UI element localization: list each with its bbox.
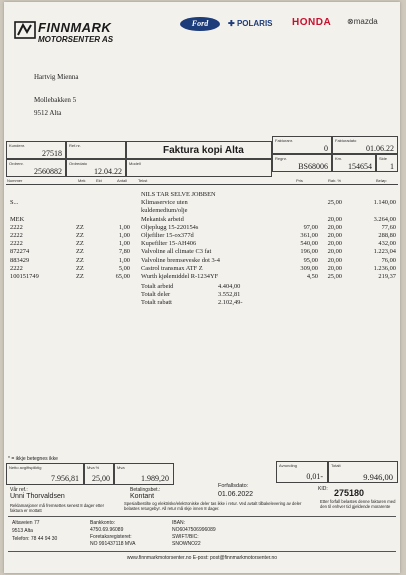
ford-logo: Ford bbox=[180, 17, 220, 31]
table-row bbox=[4, 240, 400, 248]
ref-box: Ref.nr. bbox=[66, 141, 126, 159]
line-antall: 5,00 bbox=[118, 264, 130, 272]
totals-value: 4.404,00 bbox=[218, 283, 241, 290]
bank-value: 4750.69.96089 bbox=[90, 527, 124, 533]
line-pris: 540,00 bbox=[300, 240, 318, 248]
betaling-value: Kontant bbox=[130, 493, 155, 500]
ordredato-value: 12.04.22 bbox=[94, 167, 122, 176]
line-rabatt: 20,00 bbox=[327, 264, 342, 272]
kid-label: KID: bbox=[318, 486, 328, 492]
company-logo bbox=[12, 16, 120, 50]
totals-value: 3.552,81 bbox=[218, 291, 241, 299]
recipient-city: 9512 Alta bbox=[34, 109, 62, 117]
avrunding-value: 0,01- bbox=[306, 472, 323, 481]
line-tekst: Castrol transmax ATF Z bbox=[141, 264, 203, 272]
line-mek: ZZ bbox=[76, 256, 84, 264]
totals-row bbox=[4, 283, 400, 291]
footer-divider bbox=[8, 516, 396, 517]
title-box bbox=[126, 141, 272, 159]
foretak-value: NO 991437118 MVA bbox=[90, 541, 136, 547]
line-rabatt: 20,00 bbox=[327, 232, 342, 239]
invoice-sheet bbox=[4, 2, 400, 573]
km-box: Km. 154654 bbox=[332, 154, 376, 172]
iban-value: NO6047506996089 bbox=[172, 527, 216, 533]
swift-value: SNOWNO22 bbox=[172, 541, 201, 547]
line-nummer: 883429 bbox=[10, 256, 30, 264]
avrunding-box: Avrunding 0,01- bbox=[276, 461, 328, 483]
company-street: Altaveien 77 bbox=[12, 520, 40, 526]
line-nummer: 2222 bbox=[10, 240, 23, 248]
line-belop: 3.264,00 bbox=[373, 215, 396, 223]
line-nummer: 100151749 bbox=[10, 273, 39, 280]
line-rabatt: 25,00 bbox=[327, 199, 342, 207]
line-nummer: MEK bbox=[10, 215, 25, 223]
table-row bbox=[4, 191, 400, 199]
line-rabatt: 20,00 bbox=[327, 215, 342, 223]
line-tekst: Wurth kjølemiddel R-1234YF bbox=[141, 273, 219, 280]
line-nummer: 872274 bbox=[10, 248, 30, 256]
line-mek: ZZ bbox=[76, 248, 84, 256]
line-tekst: NILS TAR SELVE JOBBEN bbox=[141, 191, 216, 198]
mva-pct-box: Mva % 25,00 bbox=[84, 463, 114, 485]
line-tekst: Klimaservice uten bbox=[141, 199, 188, 207]
line-rabatt: 25,00 bbox=[327, 273, 342, 280]
km-value: 154654 bbox=[348, 162, 372, 171]
totals-label: Totalt arbeid bbox=[141, 283, 174, 290]
forfall-label: Forfallsdato: bbox=[218, 483, 249, 489]
line-mek: ZZ bbox=[76, 232, 84, 239]
totals-row bbox=[4, 299, 400, 307]
line-pris: 309,00 bbox=[300, 264, 318, 272]
kundenr-box: Kundenr. 27518 bbox=[6, 141, 66, 159]
line-mek: ZZ bbox=[76, 240, 84, 248]
line-antall: 1,00 bbox=[118, 232, 130, 239]
totals-value: 2.102,49- bbox=[218, 299, 243, 307]
kid-value: 275180 bbox=[334, 488, 365, 498]
totalt-value: 9.946,00 bbox=[363, 472, 393, 482]
kundenr-value: 27518 bbox=[42, 149, 62, 158]
mva-value: 1.989,20 bbox=[141, 474, 169, 483]
fakturanr-box: Fakturanr. 0 bbox=[272, 136, 332, 154]
mva-pct-value: 25,00 bbox=[92, 474, 110, 483]
regnr-box: Regnr. BS68006 bbox=[272, 154, 332, 172]
table-row bbox=[4, 207, 400, 215]
totals-row bbox=[4, 291, 400, 299]
foretak-label: Foretaksregisteret: bbox=[90, 534, 132, 540]
totals-label: Totalt rabatt bbox=[141, 299, 172, 307]
footnote: * = ikkje betegnes ikke bbox=[8, 456, 58, 462]
column-header-row: Nummer Mek Ekt Antall Tekst Pris Rab. % Beløp bbox=[6, 177, 398, 185]
line-tekst: Oljefilter 15-ox377d bbox=[141, 232, 194, 239]
footer-divider-2 bbox=[8, 551, 396, 552]
var-ref-label: Vår ref.: bbox=[10, 487, 28, 493]
line-belop: 1.140,00 bbox=[373, 199, 396, 207]
line-rabatt: 20,00 bbox=[327, 223, 342, 231]
table-row bbox=[4, 232, 400, 240]
polaris-logo: ✚ POLARIS bbox=[228, 19, 273, 28]
logo-main-text: FINNMARK bbox=[38, 20, 112, 35]
table-row bbox=[4, 273, 400, 281]
line-antall: 1,00 bbox=[118, 240, 130, 248]
line-belop: 77,60 bbox=[381, 223, 396, 231]
totals-label: Totalt deler bbox=[141, 291, 171, 299]
swift-label: SWIFT/BIC: bbox=[172, 534, 199, 540]
logo-sub-text: MOTORSENTER AS bbox=[38, 35, 114, 44]
line-pris: 97,00 bbox=[303, 223, 318, 231]
totalt-box: Totalt 9.946,00 bbox=[328, 461, 398, 483]
line-pris: 196,00 bbox=[300, 248, 318, 256]
line-belop: 432,00 bbox=[378, 240, 396, 248]
polaris-mark-icon: ✚ bbox=[228, 19, 237, 28]
returns-note: Spesialbestilte og elektriske/elektroniske deler tas ikke i retur. Ved avtalt tilbakelevering av deler belastes returgebyr. All retur må skje innen 8 dager. bbox=[124, 501, 302, 511]
table-row bbox=[4, 248, 400, 256]
recipient-street: Mollebakken 5 bbox=[34, 96, 77, 104]
line-mek: ZZ bbox=[76, 223, 84, 231]
table-row bbox=[4, 199, 400, 207]
line-antall: 7,80 bbox=[118, 248, 130, 256]
modell-box: Modell bbox=[126, 159, 272, 177]
mva-box: Mva 1.989,20 bbox=[114, 463, 174, 485]
line-rabatt: 20,00 bbox=[327, 240, 342, 248]
line-tekst: Valvoline bremseveske dot 3-4 bbox=[141, 256, 220, 264]
table-row bbox=[4, 216, 400, 224]
invoice-title: Faktura kopi Alta bbox=[163, 145, 244, 156]
table-row bbox=[4, 265, 400, 273]
ordredato-box: Ordredato 12.04.22 bbox=[66, 159, 126, 177]
side-value: 1 bbox=[390, 162, 394, 171]
fakturadato-box: Fakturadato 01.06.22 bbox=[332, 136, 398, 154]
honda-logo: HONDA bbox=[292, 17, 332, 28]
line-tekst: kuldemedium/olje bbox=[141, 207, 188, 215]
var-ref-value: Unni Thorvaldsen bbox=[10, 493, 65, 500]
line-nummer: 2222 bbox=[10, 264, 23, 272]
mazda-mark-icon: ⊗ bbox=[347, 17, 354, 26]
line-belop: 1.236,00 bbox=[373, 264, 396, 272]
ordrenr-value: 2560882 bbox=[34, 167, 62, 176]
fakturanr-value: 0 bbox=[324, 144, 328, 153]
fakturadato-value: 01.06.22 bbox=[366, 144, 394, 153]
iban-label: IBAN: bbox=[172, 520, 186, 526]
line-rabatt: 20,00 bbox=[327, 248, 342, 256]
line-tekst: Oljeplugg 15-220154s bbox=[141, 223, 199, 231]
company-web-email: www.finnmarkmotorsenter.no E-post: post@finnmarkmotorsenter.no bbox=[126, 555, 278, 561]
side-box: Side 1 bbox=[376, 154, 398, 172]
line-tekst: Mekanisk arbeid bbox=[141, 215, 184, 223]
line-antall: 65,00 bbox=[115, 273, 130, 280]
line-pris: 95,00 bbox=[303, 256, 318, 264]
line-antall: 1,00 bbox=[118, 256, 130, 264]
mazda-logo: ⊗mazda bbox=[347, 17, 378, 26]
line-belop: 288,80 bbox=[378, 232, 396, 239]
claim-note: Reklamasjoner må fremsettes senest 8 dager etter faktura er mottatt bbox=[10, 503, 105, 513]
ordrenr-box: Ordrenr. 2560882 bbox=[6, 159, 66, 177]
forfall-value: 01.06.2022 bbox=[218, 491, 254, 498]
line-tekst: Kupefilter 15-AH406 bbox=[141, 240, 197, 248]
line-nummer: 2222 bbox=[10, 223, 23, 231]
line-tekst: Valvoline all climate C3 fat bbox=[141, 248, 212, 256]
line-belop: 76,00 bbox=[381, 256, 396, 264]
line-rabatt: 20,00 bbox=[327, 256, 342, 264]
line-mek: ZZ bbox=[76, 264, 84, 272]
line-nummer: S... bbox=[10, 199, 19, 207]
line-pris: 4,50 bbox=[306, 273, 318, 280]
line-antall: 1,00 bbox=[118, 223, 130, 231]
recipient-name: Hartvig Mienna bbox=[34, 73, 79, 81]
line-pris: 361,00 bbox=[300, 232, 318, 239]
logo-mark-icon bbox=[14, 20, 36, 40]
line-nummer: 2222 bbox=[10, 232, 23, 239]
bank-label: Bankkonto: bbox=[90, 520, 116, 526]
line-belop: 1.223,04 bbox=[373, 248, 396, 256]
company-phone: Telefon: 78 44 94 30 bbox=[12, 536, 58, 542]
regnr-value: BS68006 bbox=[298, 162, 328, 171]
betaling-label: Betalingsbet.: bbox=[130, 487, 161, 493]
netto-value: 7.956,81 bbox=[51, 474, 79, 483]
table-row bbox=[4, 224, 400, 232]
line-mek: ZZ bbox=[76, 273, 84, 280]
company-city: 9513 Alta bbox=[12, 528, 33, 534]
netto-box: Netto avgiftspliktig 7.956,81 bbox=[6, 463, 84, 485]
line-belop: 219,37 bbox=[378, 273, 396, 280]
interest-note: Etter forfall belastes denne fakturen med den til enhver tid gjeldende morarente bbox=[320, 499, 396, 509]
table-row bbox=[4, 257, 400, 265]
